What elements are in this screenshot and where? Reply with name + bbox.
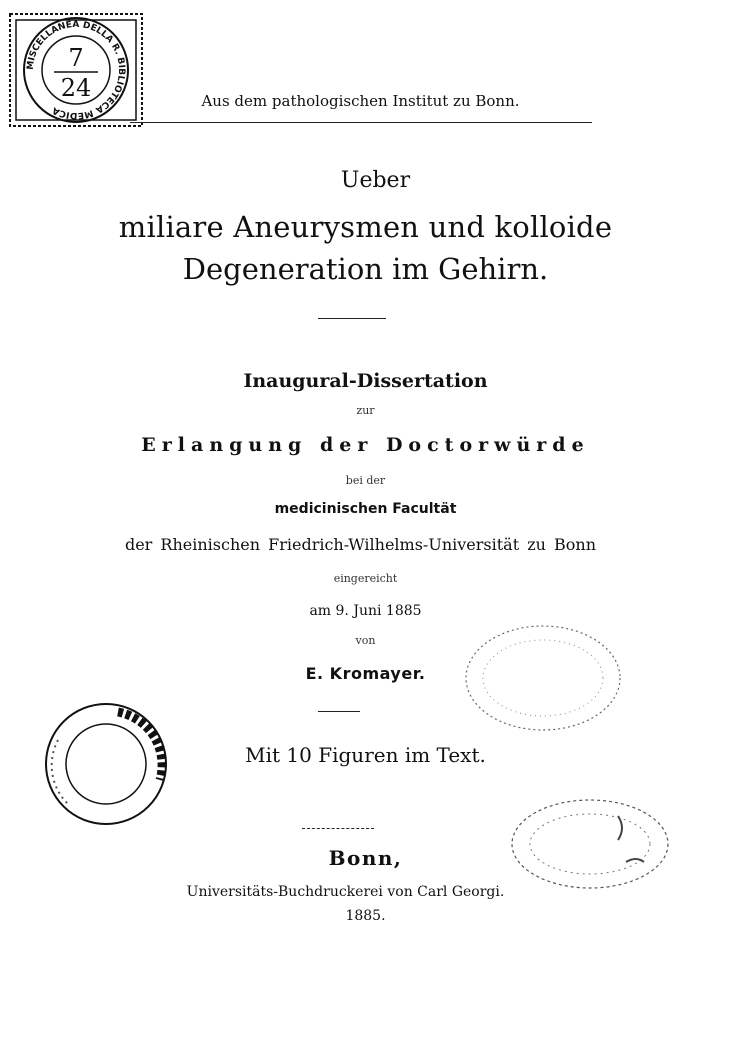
dissertation-erlangung: Erlangung der Doctorwürde: [141, 434, 590, 456]
stamp-number-top: 7: [68, 44, 84, 72]
faint-oval-stamp-lower: [508, 796, 672, 892]
title-rule: [318, 318, 386, 319]
imprint-city: Bonn,: [328, 846, 403, 870]
author-rule: [318, 711, 360, 712]
title-line-1: miliare Aneurysmen und kolloide: [118, 210, 613, 244]
header-rule: [130, 122, 592, 123]
dissertation-zur: zur: [356, 404, 375, 417]
dissertation-von: von: [355, 634, 376, 647]
dissertation-university: der Rheinischen Friedrich-Wilhelms-Universität zu Bonn: [124, 535, 597, 554]
institute-header: Aus dem pathologischen Institut zu Bonn.: [201, 92, 520, 110]
dissertation-heading: Inaugural-Dissertation: [243, 370, 488, 392]
dissertation-faculty: medicinischen Facultät: [274, 501, 457, 517]
dissertation-eingereicht: eingereicht: [333, 572, 398, 585]
author-name: E. Kromayer.: [305, 664, 426, 683]
imprint-rule: [302, 828, 374, 829]
dissertation-date: am 9. Juni 1885: [309, 603, 422, 619]
imprint-printer: Universitäts-Buchdruckerei von Carl Georgi.: [186, 884, 505, 900]
title-pre: Ueber: [340, 168, 411, 193]
figures-note: Mit 10 Figuren im Text.: [245, 743, 486, 767]
title-line-2: Degeneration im Gehirn.: [182, 252, 549, 286]
imprint-year: 1885.: [345, 908, 386, 924]
library-stamp: [8, 12, 144, 130]
stamp-number-bottom: 24: [60, 74, 92, 102]
stamp-ring-text: MISCELLANEA DELLA R. BIBLIOTECA MEDICA: [25, 19, 127, 121]
dissertation-bei-der: bei der: [345, 474, 386, 487]
